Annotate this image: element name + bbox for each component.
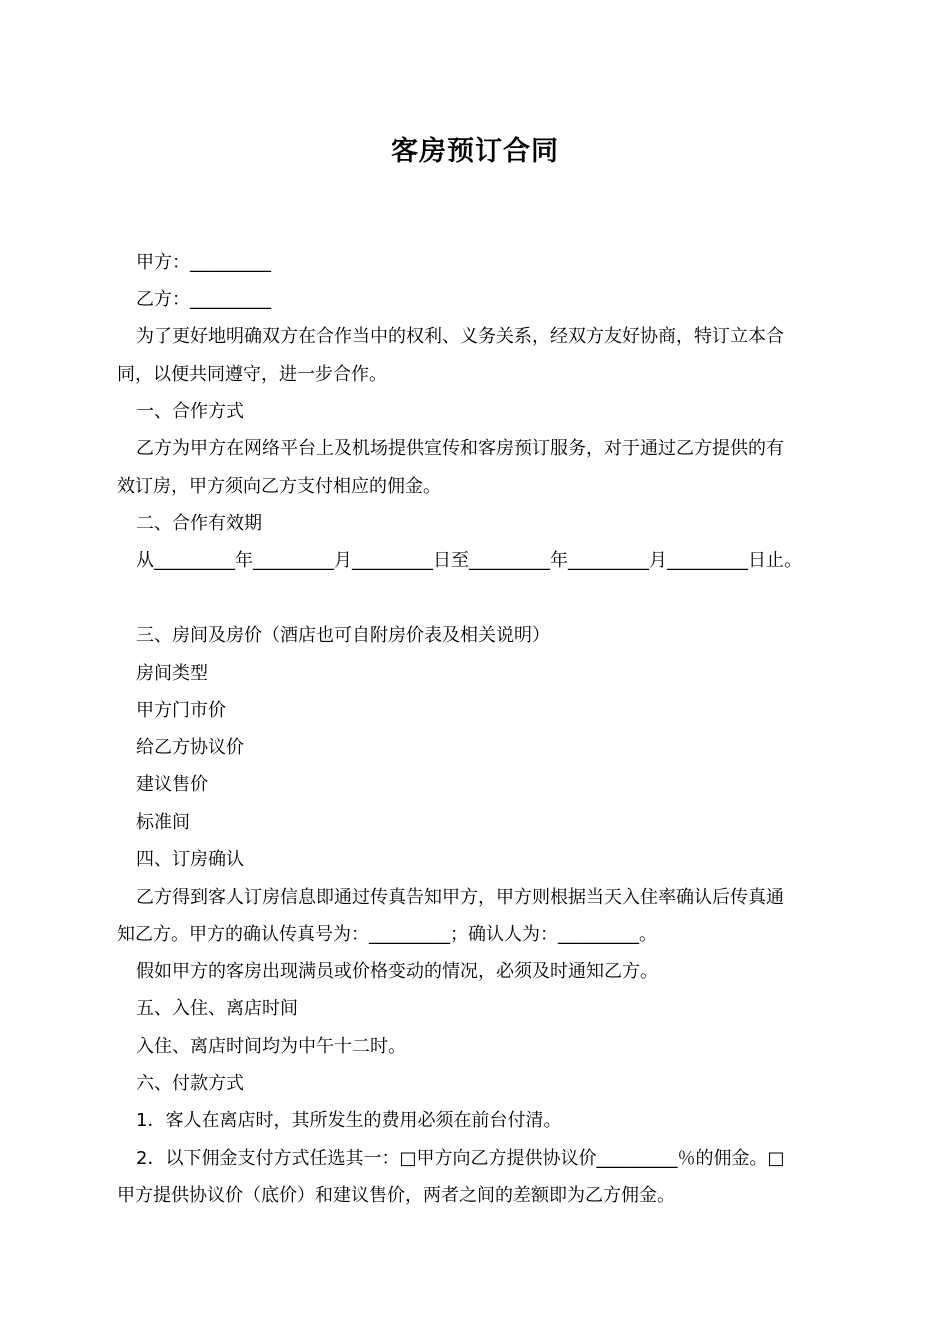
section-heading-1: 一、合作方式 — [136, 401, 244, 422]
section-heading-2: 二、合作有效期 — [136, 513, 262, 534]
party-b-line: 乙方：_________ — [136, 289, 271, 310]
section-heading-5: 五、入住、离店时间 — [136, 998, 298, 1019]
section-heading-3: 三、房间及房价（酒店也可自附房价表及相关说明） — [136, 625, 550, 646]
validity-period-line: 从_________年_________月_________日至_________年_________月_________日止。 — [136, 550, 802, 571]
payment-item-2-line-1: 2．以下佣金支付方式任选其一：□甲方向乙方提供协议价_________％的佣金。□ — [136, 1148, 785, 1169]
standard-room-label: 标准间 — [136, 812, 190, 833]
document-title: 客房预订合同 — [391, 136, 559, 167]
payment-item-2-line-2: 甲方提供协议价（底价）和建议售价，两者之间的差额即为乙方佣金。 — [117, 1185, 675, 1206]
agreed-rate-label: 给乙方协议价 — [136, 737, 244, 758]
section-5-line-1: 入住、离店时间均为中午十二时。 — [136, 1036, 406, 1057]
preamble-line-2: 同，以便共同遵守，进一步合作。 — [117, 364, 387, 385]
room-type-label: 房间类型 — [136, 663, 208, 684]
section-4-line-1: 乙方得到客人订房信息即通过传真告知甲方，甲方则根据当天入住率确认后传真通 — [136, 887, 784, 908]
section-heading-4: 四、订房确认 — [136, 849, 244, 870]
party-a-line: 甲方：_________ — [136, 252, 271, 273]
payment-item-1: 1．客人在离店时，其所发生的费用必须在前台付清。 — [136, 1110, 562, 1131]
rack-rate-label: 甲方门市价 — [136, 700, 226, 721]
section-1-line-2: 效订房，甲方须向乙方支付相应的佣金。 — [117, 476, 441, 497]
preamble-line-1: 为了更好地明确双方在合作当中的权利、义务关系，经双方友好协商，特订立本合 — [136, 326, 784, 347]
section-heading-6: 六、付款方式 — [136, 1073, 244, 1094]
section-1-line-1: 乙方为甲方在网络平台上及机场提供宣传和客房预订服务，对于通过乙方提供的有 — [136, 438, 784, 459]
section-4-line-3: 假如甲方的客房出现满员或价格变动的情况，必须及时通知乙方。 — [136, 961, 658, 982]
suggested-price-label: 建议售价 — [136, 774, 208, 795]
section-4-line-2: 知乙方。甲方的确认传真号为：_________；确认人为：_________。 — [117, 924, 657, 945]
